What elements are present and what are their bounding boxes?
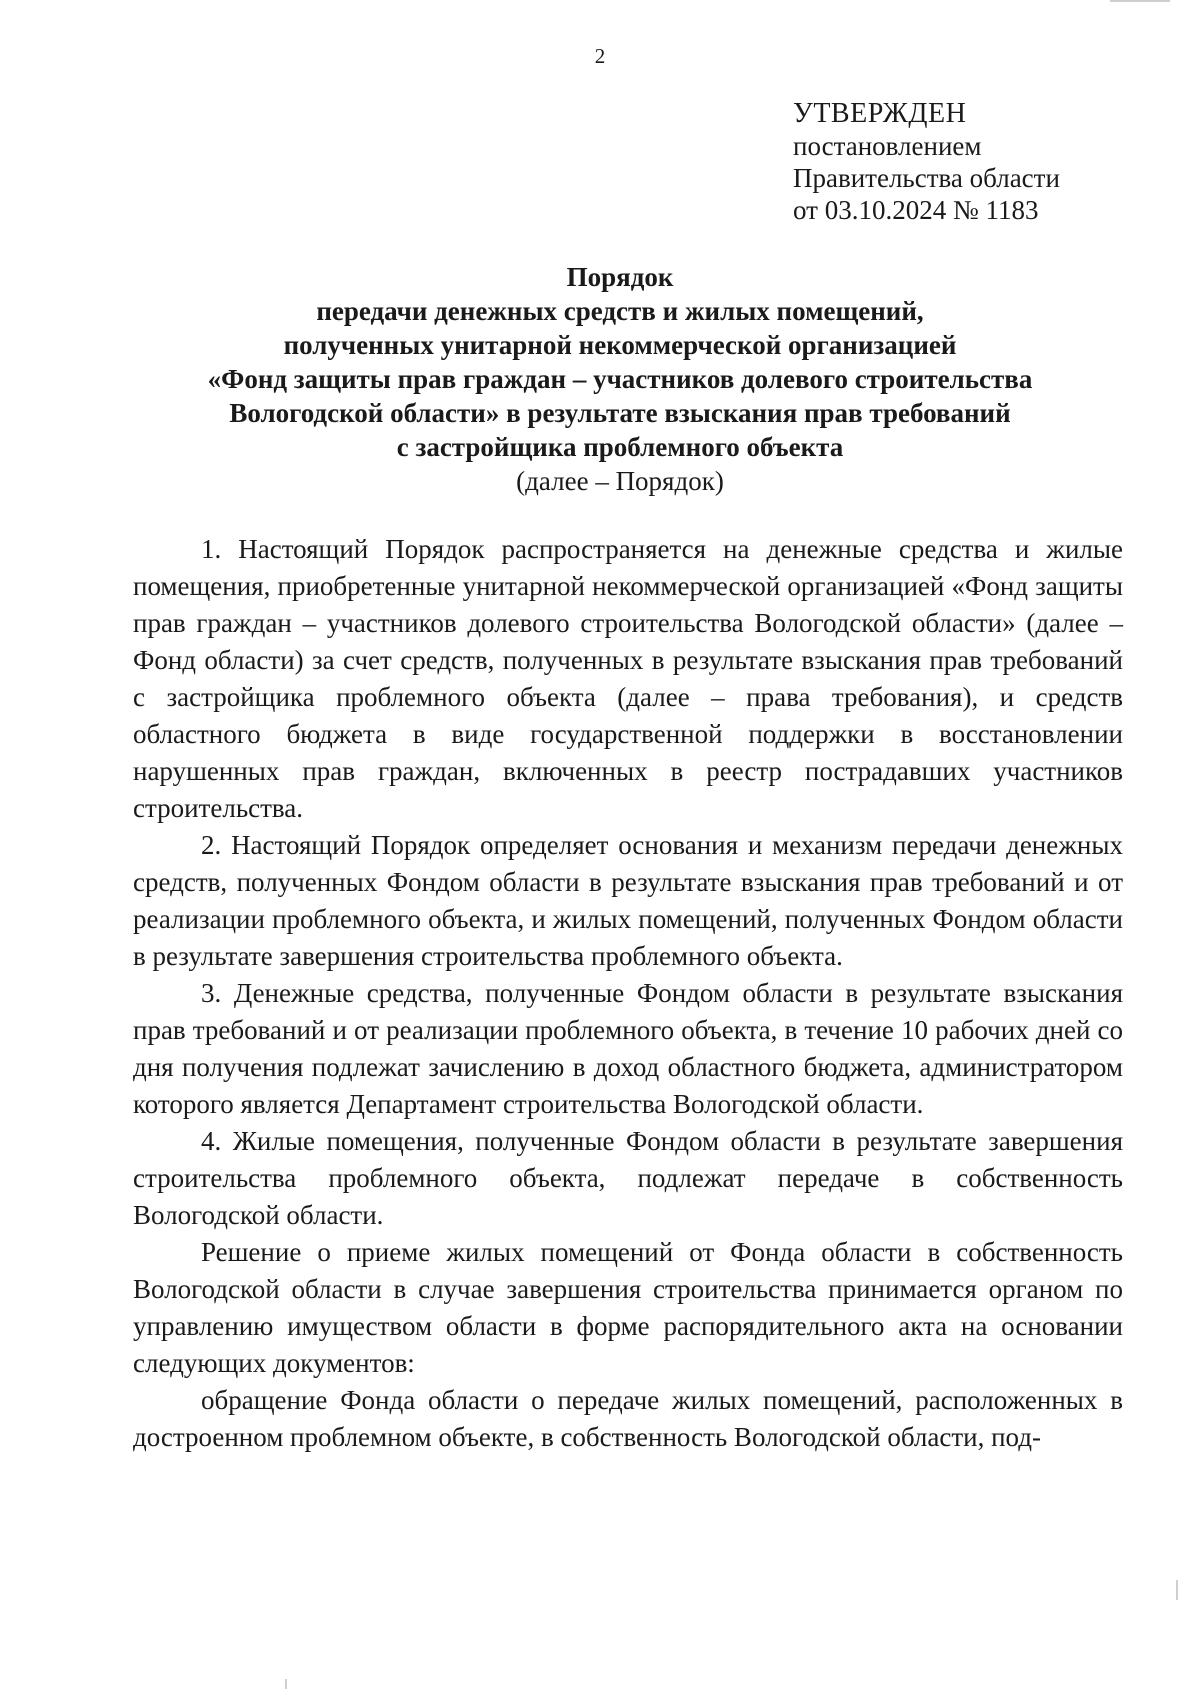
scan-mark xyxy=(285,1679,287,1689)
title-line: «Фонд защиты прав граждан – участников долевого строительства xyxy=(207,364,1033,394)
title-line: Вологодской области» в результате взыскания прав требований xyxy=(229,398,1011,428)
approval-stamp xyxy=(793,98,1173,226)
title-line: с застройщика проблемного объекта xyxy=(396,432,844,462)
page-number: 2 xyxy=(594,44,606,68)
approval-line: Правительства области xyxy=(793,163,1060,193)
approval-line: постановлением xyxy=(793,131,982,161)
paragraph-5: Решение о приеме жилых помещений от Фонда области в собственность Вологодской области в случае завершения строительства принимается органом по управлению имуществом области в форме распорядительного акта на основании следующих документов: xyxy=(133,1237,1123,1378)
paragraph-6: обращение Фонда области о передаче жилых помещений, расположенных в достроенном проблемном объекте, в собственность Вологодской области, под- xyxy=(133,1385,1123,1452)
document-body xyxy=(133,531,1123,1456)
document-title xyxy=(150,260,1090,498)
scan-mark xyxy=(1110,0,1170,2)
title-line: полученных унитарной некоммерческой организацией xyxy=(283,330,957,360)
approval-date-number: от 03.10.2024 № 1183 xyxy=(793,195,1039,225)
scan-mark xyxy=(1176,1580,1178,1600)
title-note: (далее – Порядок) xyxy=(516,466,724,496)
paragraph-2: 2. Настоящий Порядок определяет основания и механизм передачи денежных средств, полученных Фондом области в результате взыскания прав требований и от реализации проблемного объекта, и жилых помещений, полученных Фондом области в результате завершения строительства проблемного объекта. xyxy=(133,830,1123,971)
title-line: Порядок xyxy=(566,262,674,292)
paragraph-4: 4. Жилые помещения, полученные Фондом области в результате завершения строительства проблемного объекта, подлежат передаче в собственность Вологодской области. xyxy=(133,1126,1123,1230)
approval-heading: УТВЕРЖДЕН xyxy=(793,98,967,129)
title-line: передачи денежных средств и жилых помещений, xyxy=(316,296,924,326)
paragraph-1: 1. Настоящий Порядок распространяется на денежные средства и жилые помещения, приобретенные унитарной некоммерческой организацией «Фонд защиты прав граждан – участников долевого строительства Вологодской области» (далее – Фонд области) за счет средств, полученных в результате взыскания прав требований с застройщика проблемного объекта (далее – права требования), и средств областного бюджета в виде государственной поддержки в восстановлении нарушенных прав граждан, включенных в реестр пострадавших участников строительства. xyxy=(133,534,1123,823)
paragraph-3: 3. Денежные средства, полученные Фондом области в результате взыскания прав требований и от реализации проблемного объекта, в течение 10 рабочих дней со дня получения подлежат зачислению в доход областного бюджета, администратором которого является Департамент строительства Вологодской области. xyxy=(133,978,1123,1119)
